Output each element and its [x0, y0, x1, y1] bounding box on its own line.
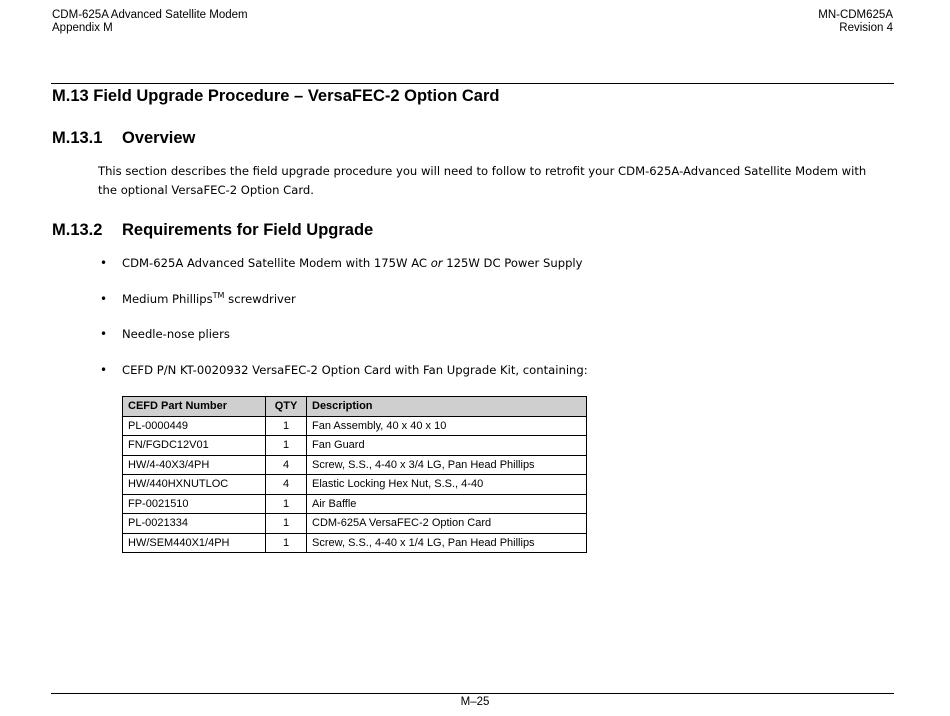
- table-row: FN/FGDC12V01 1 Fan Guard: [123, 436, 587, 456]
- bullet-icon: •: [100, 362, 108, 377]
- overview-number: M.13.1: [52, 129, 103, 147]
- column-header-part-number: CEFD Part Number: [123, 397, 266, 417]
- bullet-icon: •: [100, 327, 108, 341]
- header-left: [52, 9, 248, 35]
- list-item: • Medium Phillips™ screwdriver: [98, 290, 588, 326]
- revision-label: Revision 4: [839, 22, 893, 34]
- table-header-row: [123, 397, 587, 417]
- table-row: FP-0021510 1 Air Baffle: [123, 494, 587, 514]
- requirements-list: [98, 254, 588, 396]
- overview-title: Overview: [122, 129, 196, 147]
- table-row: HW/4-40X3/4PH 4 Screw, S.S., 4-40 x 3/4 LG, Pan Head Phillips: [123, 455, 587, 475]
- manual-number: MN-CDM625A: [818, 9, 893, 21]
- overview-heading: [52, 129, 195, 148]
- header-divider: [51, 83, 894, 84]
- table-row: PL-0021334 1 CDM-625A VersaFEC-2 Option Card: [123, 514, 587, 534]
- table-row: PL-0000449 1 Fan Assembly, 40 x 40 x 10: [123, 416, 587, 436]
- column-header-qty: QTY: [266, 397, 307, 417]
- manual-title: CDM-625A Advanced Satellite Modem: [52, 9, 248, 21]
- overview-paragraph: This section describes the field upgrade procedure you will need to follow to retrofit your CDM-625A-Advanced Satellite Modem with the optional VersaFEC-2 Option Card.: [98, 164, 867, 197]
- section-title: M.13 Field Upgrade Procedure – VersaFEC-2 Option Card: [52, 87, 500, 105]
- table-row: HW/440HXNUTLOC 4 Elastic Locking Hex Nut, S.S., 4-40: [123, 475, 587, 495]
- bullet-icon: •: [100, 291, 108, 306]
- appendix-label: Appendix M: [52, 22, 113, 34]
- list-item: • CDM-625A Advanced Satellite Modem with 175W AC or 125W DC Power Supply: [98, 254, 588, 290]
- requirements-number: M.13.2: [52, 221, 103, 239]
- page-number: M–25: [460, 696, 490, 708]
- footer-divider: [51, 693, 894, 694]
- trademark-mark: TM: [212, 290, 225, 300]
- requirements-title: Requirements for Field Upgrade: [122, 221, 374, 239]
- column-header-description: Description: [307, 397, 587, 417]
- bullet-icon: •: [100, 256, 108, 270]
- header-right: [818, 9, 893, 35]
- list-item: • Needle-nose pliers: [98, 325, 588, 361]
- list-item: • CEFD P/N KT-0020932 VersaFEC-2 Option Card with Fan Upgrade Kit, containing:: [98, 361, 588, 397]
- requirements-heading: [52, 221, 373, 240]
- table-row: HW/SEM440X1/4PH 1 Screw, S.S., 4-40 x 1/4 LG, Pan Head Phillips: [123, 533, 587, 553]
- parts-table: [122, 396, 587, 553]
